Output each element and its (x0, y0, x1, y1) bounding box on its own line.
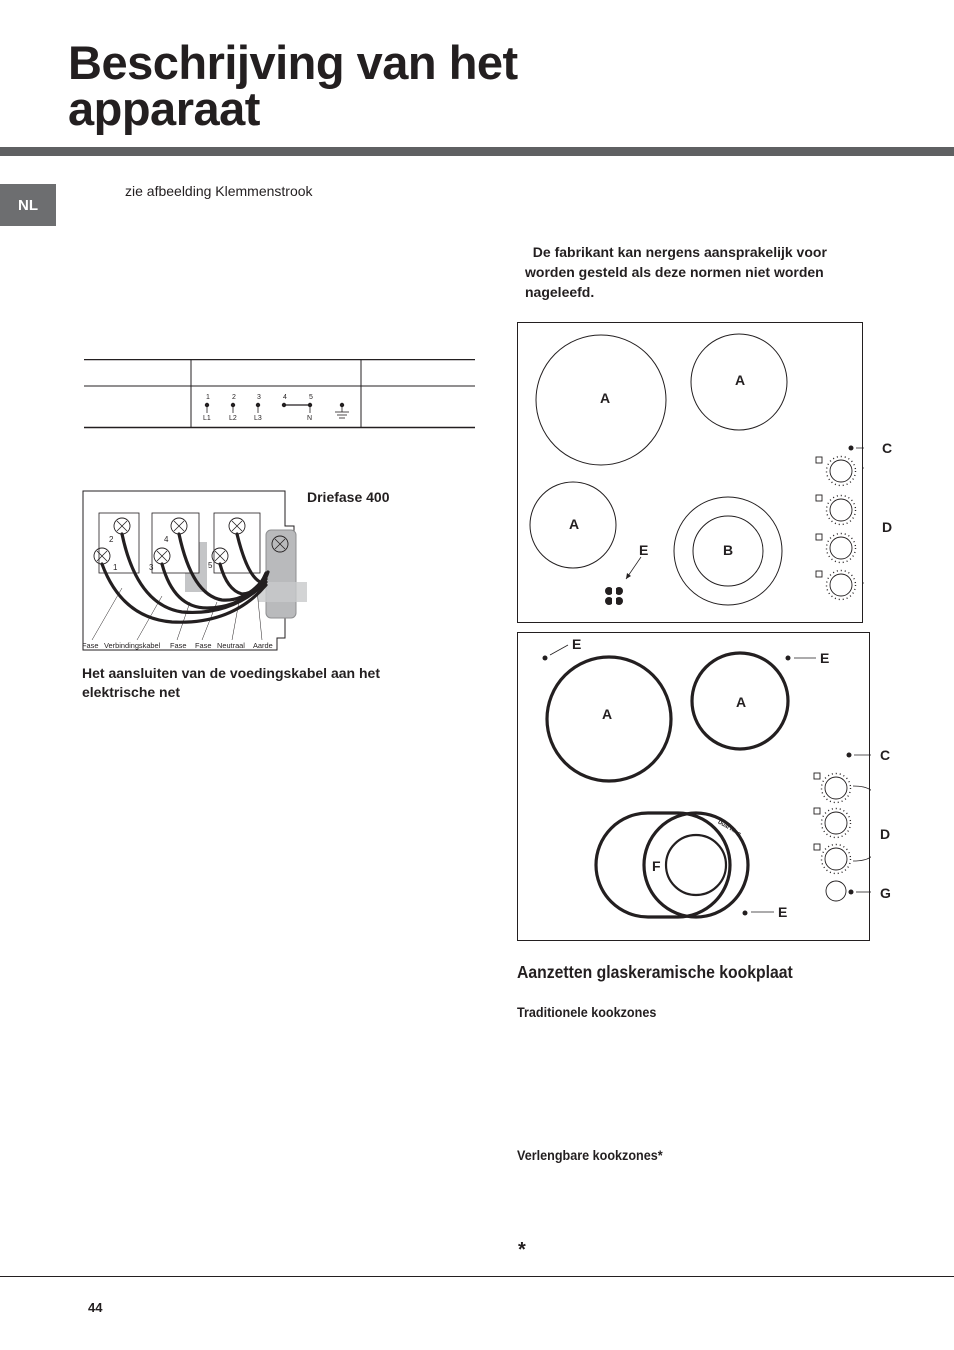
page-title (68, 36, 518, 135)
label-d-2: D (880, 826, 891, 842)
hob-diagram-extended (517, 632, 870, 941)
hob-diagram-standard-drawing (518, 323, 864, 624)
label-c-1: C (882, 440, 893, 456)
terminal-number-1: 1 (206, 394, 210, 401)
label-f: F (652, 858, 661, 874)
wiring-diagram (82, 490, 307, 655)
wiring-terminal-5: 5 (208, 561, 213, 570)
page-number: 44 (88, 1300, 103, 1315)
hob-diagram-1-side-labels (870, 436, 900, 546)
label-e-1: E (572, 636, 582, 652)
wire-label-fase-1: Fase (82, 641, 99, 650)
wiring-caption: Driefase 400 (307, 489, 390, 505)
label-a-2: A (735, 372, 746, 388)
terminal-number-2: 2 (232, 394, 236, 401)
label-a-3: A (569, 516, 580, 532)
cooking-zone-f-inner (666, 835, 726, 895)
wiring-terminal-2: 2 (109, 535, 114, 544)
wiring-terminal-3: 3 (149, 563, 154, 572)
intro-text: zie afbeelding Klemmenstrook (125, 183, 313, 199)
hob-diagram-extended-drawing (518, 633, 871, 942)
wire-label-aarde: Aarde (253, 641, 273, 650)
subheading-extendable: Verlengbare kookzones* (517, 1147, 663, 1163)
hob-diagram-2-side-labels (870, 742, 900, 907)
connection-caption-line1: Het aansluiten van de voedingskabel aan het (82, 665, 380, 681)
terminal-number-3: 3 (257, 394, 261, 401)
title-divider-bar (0, 147, 954, 156)
control-knobs (814, 773, 851, 901)
connection-caption (82, 664, 442, 702)
language-tab: NL (0, 184, 56, 226)
footer-divider (0, 1276, 954, 1277)
residual-heat-indicator (605, 587, 623, 605)
wire-label-fase-2: Fase (170, 641, 187, 650)
label-c-2: C (880, 747, 891, 763)
terminal-number-4: 4 (283, 394, 287, 401)
hob-diagram-standard (517, 322, 863, 623)
pilot-light-c (849, 446, 854, 451)
terminal-name-l2: L2 (229, 415, 237, 422)
warning-line-3: nageleefd. (525, 284, 595, 300)
label-e-2: E (820, 650, 830, 666)
terminal-name-n: N (307, 415, 313, 422)
label-a-1: A (602, 706, 613, 722)
terminal-table (84, 359, 475, 429)
wiring-terminal-4: 4 (164, 535, 169, 544)
label-a-1: A (600, 390, 611, 406)
terminal-dots (205, 403, 349, 418)
label-g: G (880, 885, 891, 901)
label-b: B (723, 542, 734, 558)
label-d-1: D (882, 519, 893, 535)
label-a-2: A (736, 694, 747, 710)
warning-paragraph (525, 242, 870, 302)
terminal-name-l1: L1 (203, 415, 211, 422)
wire-label-fase-3: Fase (195, 641, 212, 650)
warning-line-2: worden gesteld als deze normen niet worden (525, 264, 824, 280)
terminal-number-5: 5 (309, 394, 313, 401)
control-knobs (816, 457, 856, 600)
page-title-line2: apparaat (68, 82, 260, 135)
wire-label-verbindingskabel: Verbindingskabel (104, 641, 161, 650)
wire-label-neutraal: Neutraal (217, 641, 245, 650)
footnote-mark: * (518, 1239, 526, 1261)
terminal-name-l3: L3 (254, 415, 262, 422)
section-heading: Aanzetten glaskeramische kookplaat (517, 962, 793, 982)
wiring-terminal-1: 1 (113, 563, 118, 572)
connection-caption-line2: elektrische net (82, 684, 181, 700)
dual-zone-mark: Dual Ring (716, 819, 742, 838)
label-e: E (639, 542, 649, 558)
warning-line-1: De fabrikant kan nergens aansprakelijk voor (525, 244, 827, 260)
subheading-traditional: Traditionele kookzones (517, 1004, 657, 1020)
cooking-zone-f-oval (596, 813, 730, 917)
label-e-3: E (778, 904, 788, 920)
page-title-line1: Beschrijving van het (68, 36, 518, 89)
